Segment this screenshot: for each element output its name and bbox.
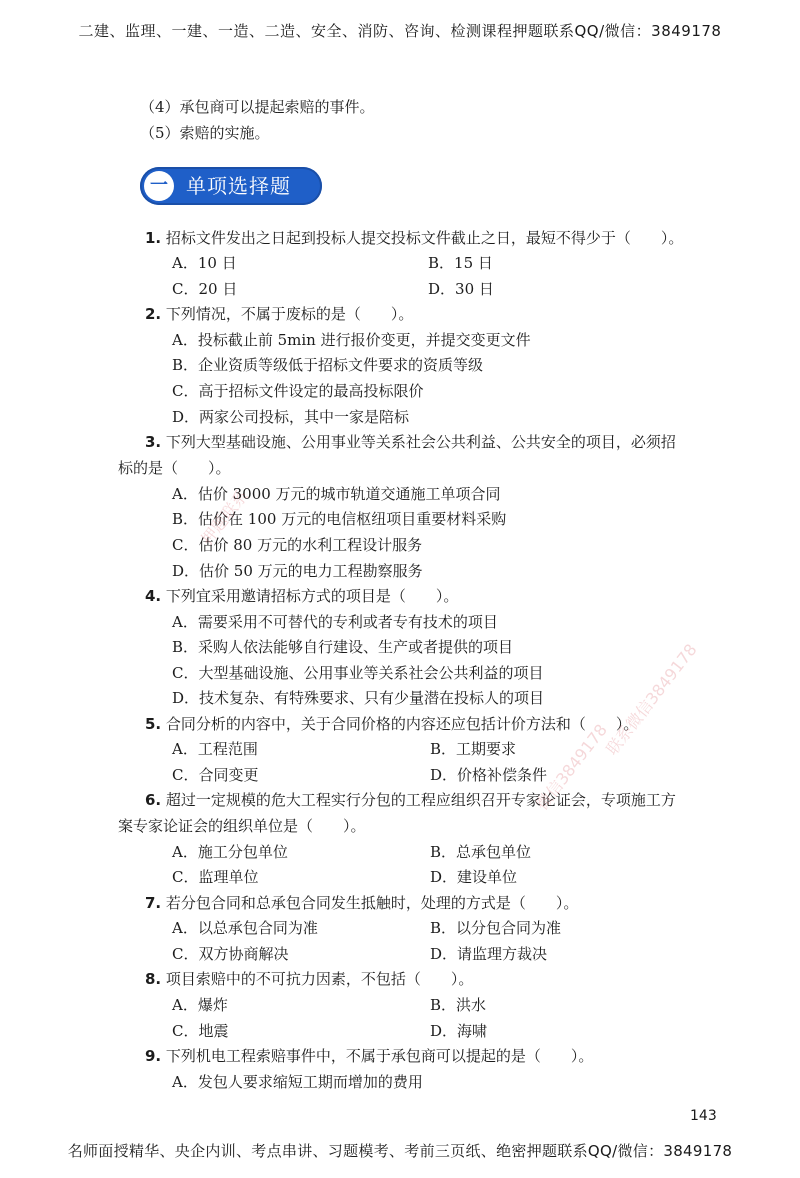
question-9-stem [145,1046,593,1066]
question-7-option-d: D．请监理方裁决 [430,945,548,963]
question-5-option-d: D．价格补偿条件 [430,766,548,784]
question-1-stem [145,228,683,248]
question-text: 若分包合同和总承包合同发生抵触时，处理的方式是（ ）。 [165,894,579,912]
question-number: 1. [145,229,162,247]
question-8-option-a: A．爆炸 [172,996,228,1014]
question-6-option-d: D．建设单位 [430,868,518,886]
question-1-option-c: C．20 日 [172,280,238,298]
question-number: 3. [145,433,162,451]
question-3-option-a: A．估价 3000 万元的城市轨道交通施工单项合同 [172,485,501,503]
question-number: 6. [145,791,162,809]
intro-item-5: （5）索赔的实施。 [140,124,270,142]
section-title: 单项选择题 [186,174,291,198]
question-4-option-c: C．大型基础设施、公用事业等关系社会公共利益的项目 [172,664,544,682]
question-3-stem-continued: 标的是（ ）。 [118,459,231,477]
question-3-option-d: D．估价 50 万元的电力工程勘察服务 [172,562,423,580]
question-3-stem [145,432,676,452]
question-8-option-d: D．海啸 [430,1022,488,1040]
question-number: 4. [145,587,162,605]
question-6-stem [145,790,676,810]
watermark-stamp: 押题联系 [197,486,252,549]
question-1-option-a: A．10 日 [172,254,237,272]
question-text: 下列机电工程索赔事件中，不属于承包商可以提起的是（ ）。 [165,1047,594,1065]
section-header [140,167,322,205]
question-text: 下列情况，不属于废标的是（ ）。 [165,305,414,323]
question-text: 招标文件发出之日起到投标人提交投标文件截止之日，最短不得少于（ ）。 [165,229,684,247]
question-5-stem [145,714,638,734]
question-8-stem [145,969,473,989]
header-banner: 二建、监理、一建、一造、二造、安全、消防、咨询、检测课程押题联系QQ/微信：3849178 [78,22,722,40]
section-numeral-badge [144,171,174,201]
question-4-option-d: D．技术复杂、有特殊要求、只有少量潜在投标人的项目 [172,689,545,707]
section-numeral: 一 [150,175,168,196]
question-text: 下列大型基础设施、公用事业等关系社会公共利益、公共安全的项目，必须招 [165,433,676,451]
question-6-stem-continued: 案专家论证会的组织单位是（ ）。 [118,817,366,835]
question-8-option-c: C．地震 [172,1022,229,1040]
question-5-option-a: A．工程范围 [172,740,258,758]
question-number: 5. [145,715,162,733]
question-4-option-a: A．需要采用不可替代的专利或者专有技术的项目 [172,613,498,631]
question-7-option-a: A．以总承包合同为准 [172,919,318,937]
question-text: 下列宜采用邀请招标方式的项目是（ ）。 [165,587,459,605]
question-8-option-b: B．洪水 [430,996,487,1014]
watermark-stamp: 联系微信3849178 [602,640,701,759]
question-2-option-d: D．两家公司投标，其中一家是陪标 [172,408,410,426]
question-4-option-b: B．采购人依法能够自行建设、生产或者提供的项目 [172,638,514,656]
question-6-option-b: B．总承包单位 [430,843,532,861]
question-2-option-c: C．高于招标文件设定的最高投标限价 [172,382,424,400]
footer-banner: 名师面授精华、央企内训、考点串讲、习题模考、考前三页纸、绝密押题联系QQ/微信：3849178 [67,1142,733,1160]
watermark-stamp: 微信3849178 [532,720,611,814]
question-5-option-c: C．合同变更 [172,766,259,784]
question-number: 8. [145,970,162,988]
question-1-option-d: D．30 日 [428,280,494,298]
question-1-option-b: B．15 日 [428,254,493,272]
question-3-option-c: C．估价 80 万元的水利工程设计服务 [172,536,423,554]
question-text: 项目索赔中的不可抗力因素，不包括（ ）。 [165,970,474,988]
question-9-option-a: A．发包人要求缩短工期而增加的费用 [172,1073,423,1091]
question-3-option-b: B．估价在 100 万元的电信枢纽项目重要材料采购 [172,510,507,528]
question-text: 合同分析的内容中，关于合同价格的内容还应包括计价方法和（ ）。 [165,715,639,733]
page-number: 143 [690,1108,717,1124]
question-7-option-b: B．以分包合同为准 [430,919,562,937]
question-6-option-a: A．施工分包单位 [172,843,288,861]
intro-item-4: （4）承包商可以提起索赔的事件。 [140,98,375,116]
question-2-option-b: B．企业资质等级低于招标文件要求的资质等级 [172,356,484,374]
question-4-stem [145,586,458,606]
question-2-option-a: A．投标截止前 5min 进行报价变更，并提交变更文件 [172,331,531,349]
question-6-option-c: C．监理单位 [172,868,259,886]
question-5-option-b: B．工期要求 [430,740,517,758]
question-2-stem [145,304,413,324]
question-number: 7. [145,894,162,912]
question-number: 2. [145,305,162,323]
question-number: 9. [145,1047,162,1065]
question-7-option-c: C．双方协商解决 [172,945,289,963]
question-7-stem [145,893,578,913]
question-text: 超过一定规模的危大工程实行分包的工程应组织召开专家论证会，专项施工方 [165,791,676,809]
